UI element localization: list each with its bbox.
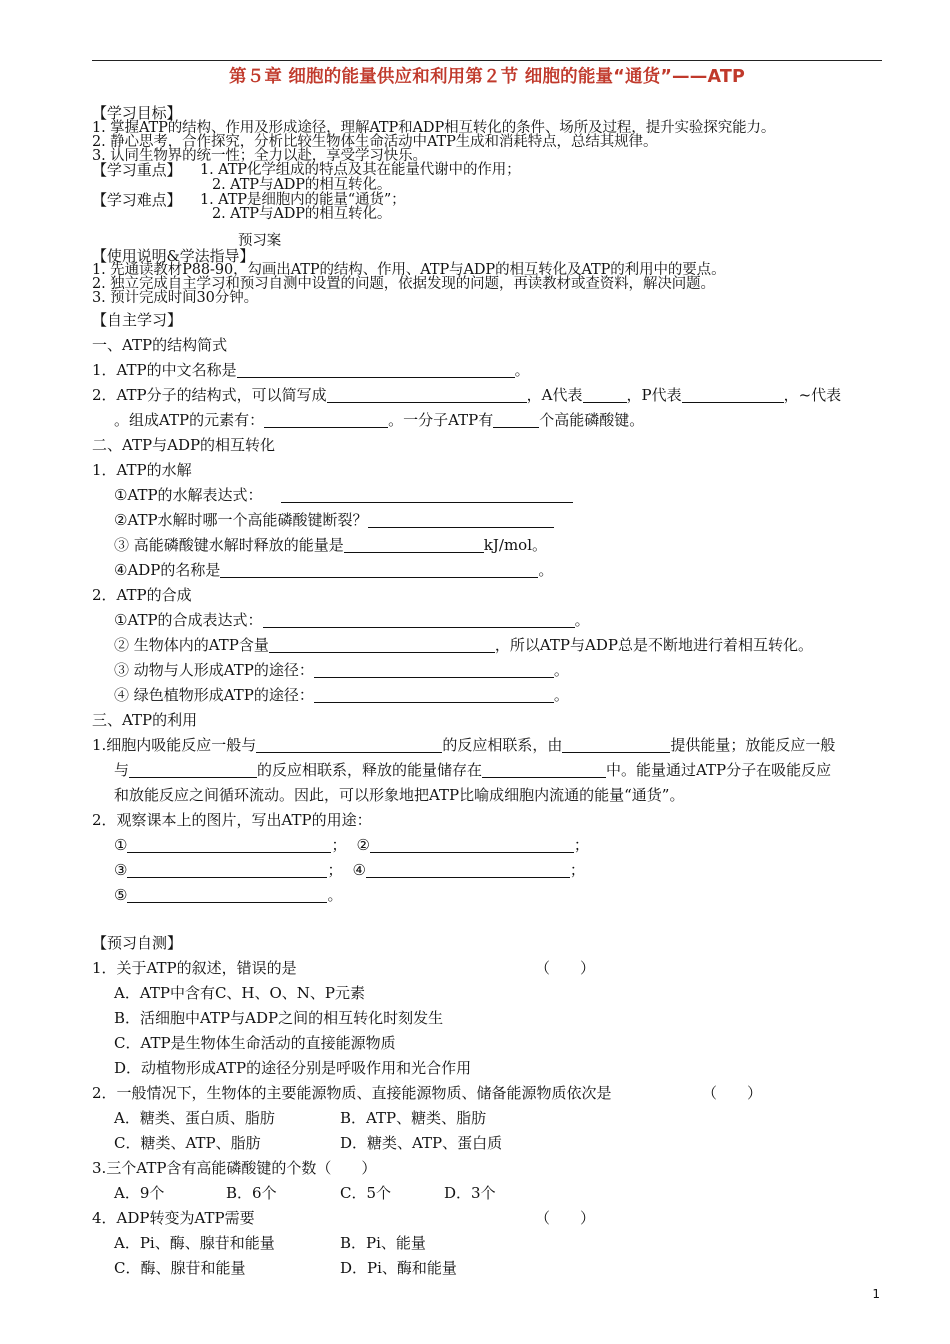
punctuation: 。: [574, 611, 590, 629]
punctuation: 。: [514, 361, 530, 379]
objective-item: 2. 静心思考，合作探究，分析比较生物体生命活动中ATP生成和消耗特点，总结其规律。: [92, 134, 658, 150]
question-text: ，~代表: [783, 386, 842, 404]
quiz-option[interactable]: D．3个: [444, 1184, 496, 1202]
answer-blank[interactable]: [493, 412, 539, 428]
question-text: 。组成ATP的元素有：: [114, 411, 265, 429]
circled-number: ⑤: [114, 886, 128, 904]
punctuation: 。: [538, 561, 554, 579]
punctuation: 。: [553, 686, 569, 704]
instructions-heading: 【使用说明&学法指导】: [92, 247, 255, 265]
subheading-synthesis: 2．ATP的合成: [92, 586, 192, 604]
instruction-item: 1. 先通读教材P88-90，勾画出ATP的结构、作用、ATP与ADP的相互转化及ATP的利用中的要点。: [92, 262, 726, 278]
page-number: 1: [872, 1287, 880, 1301]
answer-blank[interactable]: [314, 662, 554, 678]
circled-number: ②: [356, 836, 370, 854]
answer-blank[interactable]: [269, 637, 495, 653]
quiz-question-1: 1．关于ATP的叙述，错误的是: [92, 959, 297, 977]
quiz-option[interactable]: B．ATP、糖类、脂肪: [340, 1109, 487, 1127]
answer-blank[interactable]: [129, 762, 257, 778]
quiz-question-4: 4．ADP转变为ATP需要: [92, 1209, 255, 1227]
answer-blank[interactable]: [256, 737, 442, 753]
quiz-option[interactable]: C．糖类、ATP、脂肪: [114, 1134, 261, 1152]
question-text: ，所以ATP与ADP总是不断地进行着相互转化。: [494, 636, 813, 654]
quiz-question-2: 2．一般情况下，生物体的主要能源物质、直接能源物质、储备能源物质依次是: [92, 1084, 612, 1102]
header-rule: [92, 60, 882, 61]
question-text: 的反应相联系，由: [442, 736, 563, 754]
question-text: 。一分子ATP有: [388, 411, 494, 429]
subheading-hydrolysis: 1．ATP的水解: [92, 461, 192, 479]
section-3-title: 三、ATP的利用: [92, 711, 198, 729]
focus-heading: 【学习重点】: [92, 161, 182, 179]
question-text: ④ 绿色植物形成ATP的途径：: [114, 686, 314, 704]
circled-number: ④: [352, 861, 366, 879]
quiz-option[interactable]: D．动植物形成ATP的途径分别是呼吸作用和光合作用: [114, 1059, 472, 1077]
self-study-heading: 【自主学习】: [92, 311, 183, 329]
question-text: 个高能磷酸键。: [539, 411, 645, 429]
difficulty-heading: 【学习难点】: [92, 191, 182, 209]
answer-blank[interactable]: [366, 862, 570, 878]
punctuation: ；: [331, 836, 347, 854]
question-text: 提供能量；放能反应一般: [670, 736, 836, 754]
quiz-option[interactable]: C．5个: [340, 1184, 392, 1202]
punctuation: ；: [327, 861, 343, 879]
quiz-option[interactable]: D．糖类、ATP、蛋白质: [340, 1134, 503, 1152]
quiz-option[interactable]: A．ATP中含有C、H、O、N、P元素: [114, 984, 366, 1002]
punctuation: 。: [327, 886, 343, 904]
synthesis-q4: [114, 686, 569, 704]
answer-paren[interactable]: （ ）: [702, 1084, 763, 1102]
page-title: 第５章 细胞的能量供应和利用第２节 细胞的能量“通货”——ATP: [228, 67, 746, 87]
usage-q1-cont2: 和放能反应之间循环流动。因此，可以形象地把ATP比喻成细胞内流通的能量“通货”。: [114, 786, 685, 804]
answer-blank[interactable]: [264, 412, 388, 428]
usage-q1-cont: [114, 761, 831, 779]
question-text: 1.细胞内吸能反应一般与: [92, 736, 257, 754]
circled-number: ③: [114, 861, 128, 879]
quiz-heading: 【预习自测】: [92, 934, 183, 952]
synthesis-q2: [114, 636, 813, 654]
answer-blank[interactable]: [127, 837, 331, 853]
question-text: ② 生物体内的ATP含量: [114, 636, 269, 654]
quiz-option[interactable]: A．糖类、蛋白质、脂肪: [114, 1109, 275, 1127]
question-text: ，A代表: [526, 386, 583, 404]
hydrolysis-q4: [114, 561, 553, 579]
question-text: ，P代表: [626, 386, 682, 404]
answer-paren[interactable]: （ ）: [535, 959, 596, 977]
question-2: [92, 386, 841, 404]
section-2-title: 二、ATP与ADP的相互转化: [92, 436, 276, 454]
question-text: ④ADP的名称是: [114, 561, 221, 579]
answer-blank[interactable]: [127, 862, 327, 878]
answer-blank[interactable]: [682, 387, 784, 403]
usage-q2: 2．观察课本上的图片，写出ATP的用途：: [92, 811, 372, 829]
question-text: 的反应相联系，释放的能量储存在: [257, 761, 483, 779]
instruction-item: 2. 独立完成自主学习和预习自测中设置的问题，依据发现的问题，再读教材或查资料，解决问题。: [92, 276, 715, 292]
answer-blank[interactable]: [370, 837, 574, 853]
synthesis-q1: [114, 611, 590, 629]
question-text: 2．ATP分子的结构式，可以简写成: [92, 386, 327, 404]
question-text: ③ 动物与人形成ATP的途径：: [114, 661, 314, 679]
focus-item: 1. ATP化学组成的特点及其在能量代谢中的作用；: [200, 162, 521, 178]
usage-blanks-row-1: [114, 836, 589, 854]
hydrolysis-q3: [114, 536, 547, 554]
quiz-option[interactable]: B．6个: [226, 1184, 277, 1202]
question-text: 1．ATP的中文名称是: [92, 361, 237, 379]
quiz-option[interactable]: B．活细胞中ATP与ADP之间的相互转化时刻发生: [114, 1009, 444, 1027]
usage-blanks-row-3: [114, 886, 342, 904]
punctuation: ；: [573, 836, 589, 854]
answer-blank[interactable]: [281, 487, 573, 503]
question-2-cont: [114, 411, 644, 429]
question-text: ①ATP的合成表达式：: [114, 611, 263, 629]
quiz-option[interactable]: A．Pi、酶、腺苷和能量: [114, 1234, 275, 1252]
quiz-option[interactable]: B．Pi、能量: [340, 1234, 426, 1252]
answer-blank[interactable]: [327, 387, 527, 403]
objective-item: 1. 掌握ATP的结构、作用及形成途径，理解ATP和ADP相互转化的条件、场所及过程，提升实验探究能力。: [92, 120, 776, 136]
answer-blank[interactable]: [482, 762, 606, 778]
quiz-option[interactable]: D．Pi、酶和能量: [340, 1259, 457, 1277]
answer-blank[interactable]: [314, 687, 554, 703]
answer-paren[interactable]: （ ）: [535, 1209, 596, 1227]
quiz-option[interactable]: A．9个: [114, 1184, 165, 1202]
question-text: 中。能量通过ATP分子在吸能反应: [606, 761, 832, 779]
section-1-title: 一、ATP的结构简式: [92, 336, 228, 354]
focus-item: 2. ATP与ADP的相互转化。: [212, 177, 392, 193]
question-text: ③ 高能磷酸键水解时释放的能量是: [114, 536, 344, 554]
answer-blank[interactable]: [127, 887, 327, 903]
question-text: 与: [114, 761, 130, 779]
quiz-question-3: 3.三个ATP含有高能磷酸键的个数（ ）: [92, 1159, 377, 1177]
question-text: ②ATP水解时哪一个高能磷酸键断裂？: [114, 511, 368, 529]
answer-blank[interactable]: [562, 737, 670, 753]
usage-blanks-row-2: [114, 861, 585, 879]
objective-item: 3. 认同生物界的统一性；全力以赴，享受学习快乐。: [92, 148, 427, 164]
answer-blank[interactable]: [220, 562, 538, 578]
answer-blank[interactable]: [368, 512, 554, 528]
unit-label: kJ/mol。: [483, 536, 547, 554]
hydrolysis-q2: [114, 511, 554, 529]
usage-q1: [92, 736, 835, 754]
answer-blank[interactable]: [583, 387, 627, 403]
preview-label: 预习案: [238, 233, 282, 249]
punctuation: ；: [569, 861, 585, 879]
synthesis-q3: [114, 661, 569, 679]
difficulty-item: 1. ATP是细胞内的能量“通货”；: [200, 192, 406, 208]
difficulty-item: 2. ATP与ADP的相互转化。: [212, 206, 392, 222]
answer-blank[interactable]: [237, 362, 515, 378]
answer-blank[interactable]: [263, 612, 575, 628]
instruction-item: 3. 预计完成时间30分钟。: [92, 290, 258, 306]
answer-blank[interactable]: [344, 537, 484, 553]
circled-number: ①: [114, 836, 128, 854]
objectives-heading: 【学习目标】: [92, 104, 182, 122]
quiz-option[interactable]: C．酶、腺苷和能量: [114, 1259, 246, 1277]
quiz-option[interactable]: C．ATP是生物体生命活动的直接能源物质: [114, 1034, 396, 1052]
question-text: ①ATP的水解表达式：: [114, 486, 263, 504]
question-1: [92, 361, 530, 379]
punctuation: 。: [553, 661, 569, 679]
hydrolysis-q1: [114, 486, 573, 504]
